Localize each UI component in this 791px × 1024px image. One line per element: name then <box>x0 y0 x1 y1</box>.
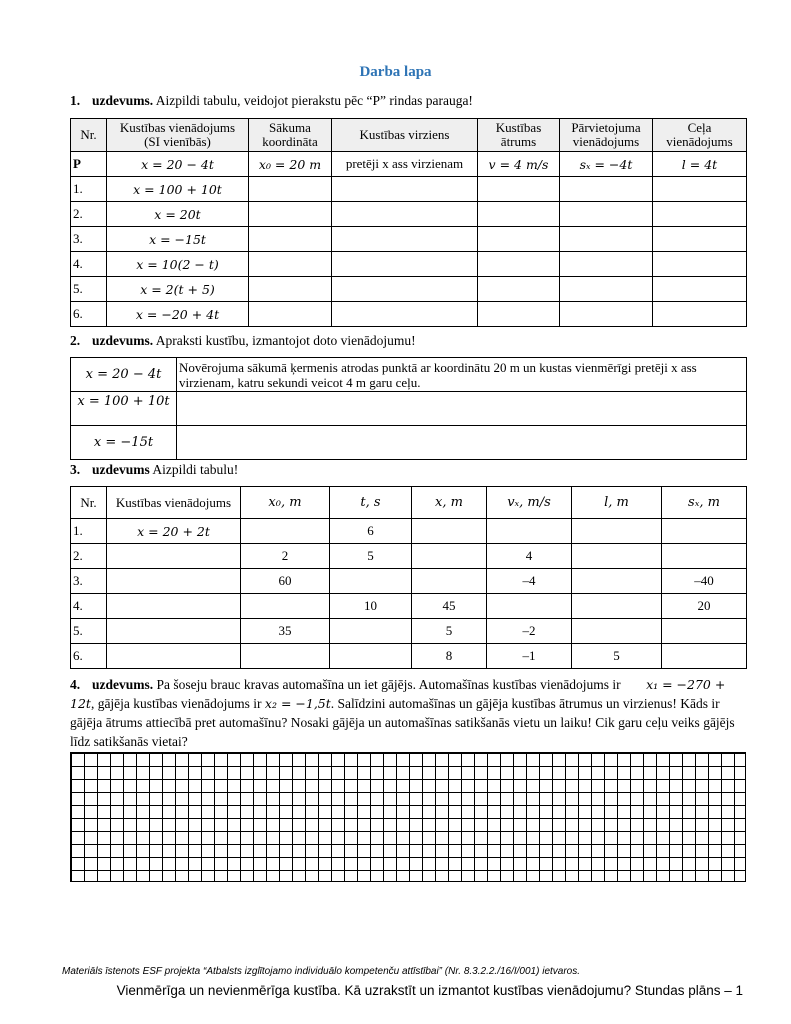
cell-t[interactable]: 5 <box>330 544 412 569</box>
answer-cell[interactable] <box>560 202 653 227</box>
task1-row <box>71 252 747 277</box>
answer-cell[interactable] <box>332 277 478 302</box>
cell-sx[interactable] <box>662 519 747 544</box>
task2-answer-cell[interactable] <box>177 426 747 460</box>
cell-vx[interactable] <box>487 594 572 619</box>
row-equation: x = 10(2 − t) <box>107 252 249 277</box>
task4-number: 4. <box>70 677 81 692</box>
answer-cell[interactable] <box>653 302 747 327</box>
task1-table <box>70 118 747 327</box>
cell-x0[interactable] <box>241 644 330 669</box>
task2-equation: x = 100 + 10t <box>71 392 177 426</box>
task3-instruction: Aizpildi tabulu! <box>152 462 239 477</box>
cell-vx[interactable] <box>487 519 572 544</box>
answer-cell[interactable] <box>478 202 560 227</box>
task1-row <box>71 202 747 227</box>
task1-label: uzdevums. <box>92 93 154 108</box>
answer-cell[interactable] <box>249 227 332 252</box>
answer-cell[interactable] <box>249 302 332 327</box>
answer-cell[interactable] <box>332 302 478 327</box>
answer-cell[interactable] <box>560 277 653 302</box>
task2-equation: x = 20 − 4t <box>71 358 177 392</box>
task4-label: uzdevums. <box>92 677 154 692</box>
task2-instruction: Apraksti kustību, izmantojot doto vienādojumu! <box>155 333 416 348</box>
cell-sx[interactable] <box>662 619 747 644</box>
header-path-equation: Ceļa vienādojums <box>653 119 747 152</box>
answer-cell[interactable] <box>560 177 653 202</box>
header-x0: x₀, m <box>241 487 330 519</box>
task3-row <box>71 644 747 669</box>
task3-row <box>71 619 747 644</box>
cell-x0[interactable]: 2 <box>241 544 330 569</box>
task2-table <box>70 357 747 460</box>
cell-equation[interactable] <box>107 594 241 619</box>
answer-cell[interactable] <box>560 252 653 277</box>
answer-cell[interactable] <box>560 302 653 327</box>
row-nr: 5. <box>71 277 107 302</box>
header-equation-units: (SI vienībās) <box>144 134 211 149</box>
answer-cell[interactable] <box>478 177 560 202</box>
cell-sx[interactable]: –40 <box>662 569 747 594</box>
task1-instruction: Aizpildi tabulu, veidojot pierakstu pēc “P” rindas parauga! <box>155 93 473 108</box>
row-equation: x = 2(t + 5) <box>107 277 249 302</box>
task4-text-b: , gājēja kustības vienādojums ir <box>90 696 262 711</box>
header-t: t, s <box>330 487 412 519</box>
cell-vx[interactable]: 4 <box>487 544 572 569</box>
task2-answer-cell[interactable] <box>177 392 747 426</box>
cell-sx[interactable] <box>662 544 747 569</box>
answer-cell[interactable] <box>332 177 478 202</box>
task1-example-row <box>71 152 747 177</box>
header-vx: vₓ, m/s <box>487 487 572 519</box>
page-title: Darba lapa <box>359 64 432 80</box>
cell-equation[interactable] <box>107 569 241 594</box>
example-equation: x = 20 − 4t <box>107 152 249 177</box>
cell-equation[interactable] <box>107 644 241 669</box>
answer-cell[interactable] <box>478 302 560 327</box>
cell-t[interactable]: 10 <box>330 594 412 619</box>
task4-equation-car: x₁ = −270 + 12t <box>70 677 726 711</box>
answer-cell[interactable] <box>653 227 747 252</box>
header-direction: Kustības virziens <box>332 119 478 152</box>
answer-cell[interactable] <box>653 252 747 277</box>
cell-vx[interactable]: –4 <box>487 569 572 594</box>
answer-cell[interactable] <box>653 277 747 302</box>
header-equation: Kustības vienādojums <box>107 487 241 519</box>
row-nr: 1. <box>71 177 107 202</box>
answer-cell[interactable] <box>653 202 747 227</box>
cell-equation: x = 20 + 2t <box>107 519 241 544</box>
row-equation: x = 20t <box>107 202 249 227</box>
task2-row <box>71 392 747 426</box>
example-direction: pretēji x ass virzienam <box>332 152 478 177</box>
row-nr: 4. <box>71 594 107 619</box>
cell-t[interactable]: 6 <box>330 519 412 544</box>
task4-block <box>70 675 746 751</box>
answer-cell[interactable] <box>332 252 478 277</box>
task3-row <box>71 519 747 544</box>
task4-equation-pedestrian: x₂ = −1,5t <box>264 696 331 711</box>
task1-row <box>71 302 747 327</box>
header-sx: sₓ, m <box>662 487 747 519</box>
header-equation <box>107 119 249 152</box>
row-nr: 6. <box>71 302 107 327</box>
cell-x0[interactable]: 60 <box>241 569 330 594</box>
cell-sx[interactable]: 20 <box>662 594 747 619</box>
task2-heading <box>70 333 746 349</box>
cell-l[interactable] <box>572 619 662 644</box>
task3-row <box>71 569 747 594</box>
cell-x[interactable] <box>412 569 487 594</box>
task3-header-row <box>71 487 747 519</box>
cell-x[interactable]: 5 <box>412 619 487 644</box>
cell-x0[interactable] <box>241 519 330 544</box>
task1-row <box>71 177 747 202</box>
task2-row <box>71 358 747 392</box>
row-nr: 3. <box>71 569 107 594</box>
cell-x[interactable]: 8 <box>412 644 487 669</box>
row-equation: x = 100 + 10t <box>107 177 249 202</box>
row-nr: 2. <box>71 202 107 227</box>
cell-equation[interactable] <box>107 544 241 569</box>
row-equation: x = −15t <box>107 227 249 252</box>
task1-heading <box>70 93 746 109</box>
task2-number: 2. <box>70 333 81 348</box>
header-start-coordinate: Sākuma koordināta <box>249 119 332 152</box>
answer-grid[interactable] <box>70 752 746 882</box>
header-x: x, m <box>412 487 487 519</box>
row-equation: x = −20 + 4t <box>107 302 249 327</box>
task2-row <box>71 426 747 460</box>
task3-row <box>71 594 747 619</box>
footer-title: Vienmērīga un nevienmērīga kustība. Kā uzrakstīt un izmantot kustības vienādojumu? Stundas plāns – 1 <box>116 983 743 998</box>
cell-equation[interactable] <box>107 619 241 644</box>
answer-cell[interactable] <box>332 227 478 252</box>
task1-header-row <box>71 119 747 152</box>
cell-t[interactable] <box>330 569 412 594</box>
header-displacement-equation: Pārvietojuma vienādojums <box>560 119 653 152</box>
row-nr: 1. <box>71 519 107 544</box>
cell-l[interactable]: 5 <box>572 644 662 669</box>
cell-t[interactable] <box>330 644 412 669</box>
header-nr: Nr. <box>71 119 107 152</box>
task1-row <box>71 277 747 302</box>
task2-label: uzdevums. <box>92 333 154 348</box>
task2-description: Novērojuma sākumā ķermenis atrodas punktā ar koordinātu 20 m un kustas vienmērīgi pretēji x ass virzienam, katru sekundi veicot 4 m garu ceļu. <box>177 358 747 392</box>
header-l: l, m <box>572 487 662 519</box>
cell-x[interactable] <box>412 544 487 569</box>
task4-text-a: Pa šoseju brauc kravas automašīna un iet gājējs. Automašīnas kustības vienādojums ir <box>156 677 621 692</box>
example-nr: P <box>71 152 107 177</box>
cell-x0[interactable] <box>241 594 330 619</box>
answer-cell[interactable] <box>249 202 332 227</box>
cell-x[interactable] <box>412 519 487 544</box>
answer-cell[interactable] <box>249 177 332 202</box>
example-start-coordinate: x₀ = 20 m <box>249 152 332 177</box>
header-speed: Kustības ātrums <box>478 119 560 152</box>
cell-x[interactable]: 45 <box>412 594 487 619</box>
task1-number: 1. <box>70 93 81 108</box>
task4-text-c: . Salīdzini automašīnas un gājēja kustības ātrumus un virzienus! Kāds ir gājēja ātrums attiecībā pret automašīnu? Nosaki gājēja un automašīnas satikšanās vietu un laiku! Cik garu ceļu veiks gājējs līdz satikšanās vietai? <box>70 696 735 749</box>
row-nr: 4. <box>71 252 107 277</box>
header-nr: Nr. <box>71 487 107 519</box>
example-path: l = 4t <box>653 152 747 177</box>
example-displacement: sₓ = −4t <box>560 152 653 177</box>
cell-l[interactable] <box>572 519 662 544</box>
cell-l[interactable] <box>572 544 662 569</box>
cell-sx[interactable] <box>662 644 747 669</box>
answer-cell[interactable] <box>478 252 560 277</box>
answer-cell[interactable] <box>478 277 560 302</box>
row-nr: 5. <box>71 619 107 644</box>
header-equation-label: Kustības vienādojums <box>119 120 236 135</box>
cell-vx[interactable]: –2 <box>487 619 572 644</box>
answer-cell[interactable] <box>332 202 478 227</box>
answer-cell[interactable] <box>249 277 332 302</box>
answer-cell[interactable] <box>653 177 747 202</box>
row-nr: 2. <box>71 544 107 569</box>
task3-row <box>71 544 747 569</box>
cell-x0[interactable]: 35 <box>241 619 330 644</box>
task3-table <box>70 486 747 669</box>
row-nr: 3. <box>71 227 107 252</box>
footer-note: Materiāls īstenots ESF projekta “Atbalsts izglītojamo individuālo kompetenču attīstībai” (Nr. 8.3.2.2./16/I/001) ietvaros. <box>62 966 581 977</box>
task3-label: uzdevums <box>92 462 150 477</box>
cell-t[interactable] <box>330 619 412 644</box>
task2-equation: x = −15t <box>71 426 177 460</box>
task1-row <box>71 227 747 252</box>
task3-number: 3. <box>70 462 81 477</box>
task3-heading <box>70 462 746 478</box>
cell-vx[interactable]: –1 <box>487 644 572 669</box>
answer-cell[interactable] <box>249 252 332 277</box>
answer-cell[interactable] <box>560 227 653 252</box>
answer-cell[interactable] <box>478 227 560 252</box>
row-nr: 6. <box>71 644 107 669</box>
cell-l[interactable] <box>572 569 662 594</box>
cell-l[interactable] <box>572 594 662 619</box>
example-speed: v = 4 m/s <box>478 152 560 177</box>
